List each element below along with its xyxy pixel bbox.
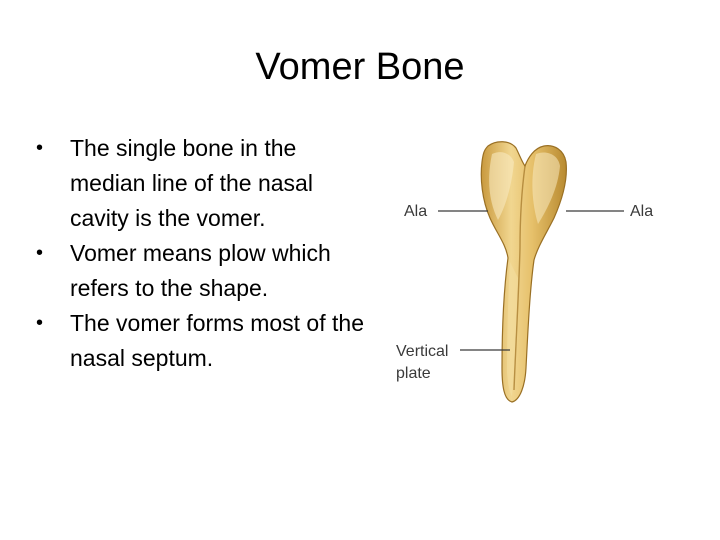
ala-right-label: Ala — [630, 203, 654, 220]
bullet-marker: • — [36, 312, 44, 334]
vomer-bone-illustration — [388, 128, 678, 418]
bullet-marker: • — [36, 242, 44, 264]
bullet-marker: • — [36, 137, 44, 159]
vomer-bone-shape — [481, 142, 566, 402]
bullet-text: The single bone in the median line of the nasal cavity is the vomer. — [70, 135, 313, 231]
bullet-text: The vomer forms most of the nasal septum. — [70, 310, 364, 371]
vomer-bone-diagram — [388, 128, 678, 418]
ala-left-label: Ala — [404, 203, 428, 220]
slide-title: Vomer Bone — [255, 46, 465, 88]
bullet-text: Vomer means plow which refers to the shape. — [70, 240, 331, 301]
vertical-plate-label-line1: Vertical — [396, 343, 449, 360]
bullet-item — [34, 306, 364, 376]
bullet-item — [34, 236, 364, 306]
bullet-item — [34, 131, 364, 236]
bullet-list — [34, 131, 364, 376]
vertical-plate-label-line2: plate — [396, 365, 431, 382]
